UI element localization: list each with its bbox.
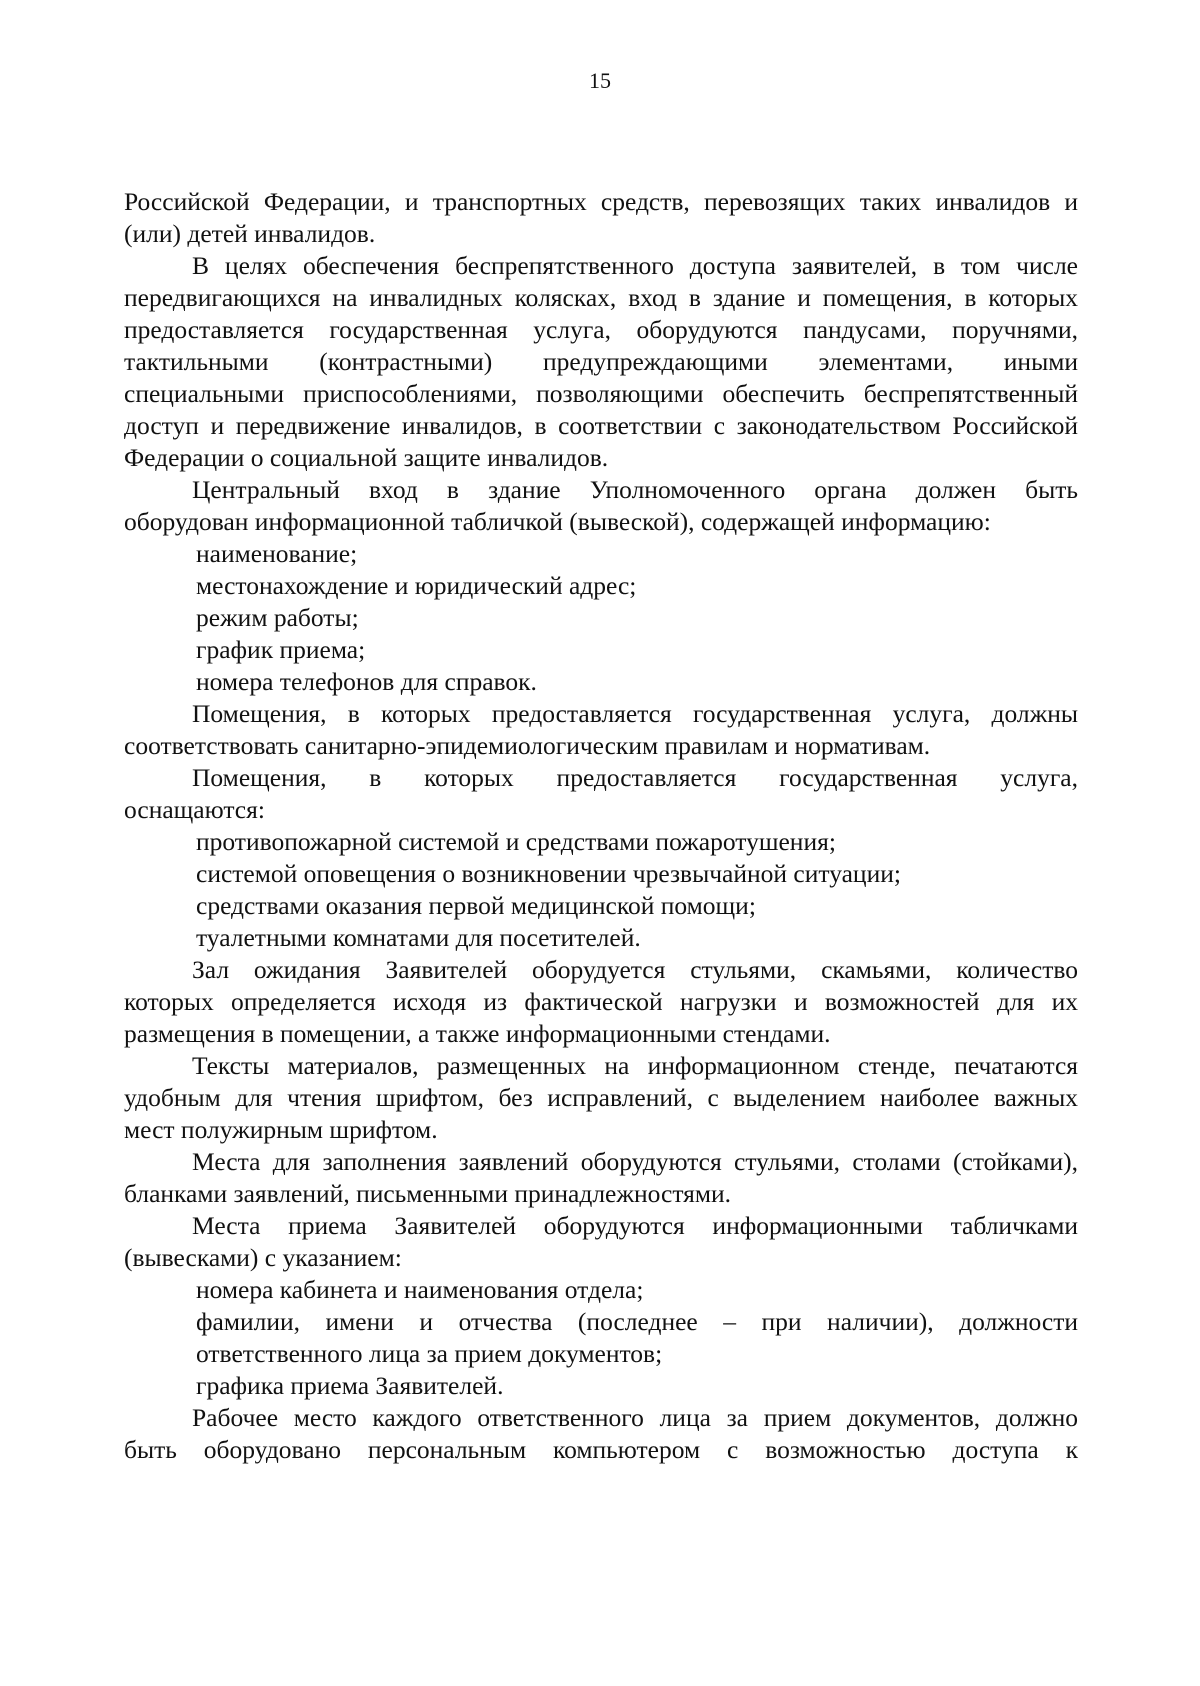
text-line: тактильными (контрастными) предупреждающими элементами, иными xyxy=(124,347,1078,376)
text-line: туалетными комнатами для посетителей. xyxy=(196,923,641,952)
text-line: предоставляется государственная услуга, оборудуются пандусами, поручнями, xyxy=(124,315,1078,344)
text-line: график приема; xyxy=(196,635,366,664)
text-line: удобным для чтения шрифтом, без исправлений, с выделением наиболее важных xyxy=(124,1083,1078,1112)
text-line: быть оборудовано персональным компьютером с возможностью доступа к xyxy=(124,1435,1078,1464)
text-line: В целях обеспечения беспрепятственного доступа заявителей, в том числе xyxy=(192,251,1078,280)
text-line: оснащаются: xyxy=(124,795,265,824)
text-line: Помещения, в которых предоставляется государственная услуга, должны xyxy=(192,699,1078,728)
document-body xyxy=(124,186,1078,1466)
text-line: Места для заполнения заявлений оборудуются стульями, столами (стойками), xyxy=(192,1147,1078,1176)
text-line: специальными приспособлениями, позволяющими обеспечить беспрепятственный xyxy=(124,379,1078,408)
text-line: Рабочее место каждого ответственного лица за прием документов, должно xyxy=(192,1403,1078,1432)
text-line: передвигающихся на инвалидных колясках, вход в здание и помещения, в которых xyxy=(124,283,1078,312)
text-line: наименование; xyxy=(196,539,358,568)
text-line: Российской Федерации, и транспортных средств, перевозящих таких инвалидов и xyxy=(124,187,1078,216)
text-line: Места приема Заявителей оборудуются информационными табличками xyxy=(192,1211,1078,1240)
page-number: 15 xyxy=(589,68,611,93)
text-line: фамилии, имени и отчества (последнее – при наличии), должности xyxy=(196,1307,1078,1336)
text-line: графика приема Заявителей. xyxy=(196,1371,504,1400)
text-line: размещения в помещении, а также информационными стендами. xyxy=(124,1019,831,1048)
text-line: ответственного лица за прием документов; xyxy=(196,1339,663,1368)
text-line: бланками заявлений, письменными принадлежностями. xyxy=(124,1179,732,1208)
text-line: оборудован информационной табличкой (вывеской), содержащей информацию: xyxy=(124,507,991,536)
text-line: соответствовать санитарно-эпидемиологическим правилам и нормативам. xyxy=(124,731,931,760)
text-line: противопожарной системой и средствами пожаротушения; xyxy=(196,827,836,856)
text-line: местонахождение и юридический адрес; xyxy=(196,571,637,600)
text-line: Помещения, в которых предоставляется государственная услуга, xyxy=(192,763,1078,792)
text-line: системой оповещения о возникновении чрезвычайной ситуации; xyxy=(196,859,901,888)
text-line: номера телефонов для справок. xyxy=(196,667,537,696)
text-line: Тексты материалов, размещенных на информационном стенде, печатаются xyxy=(192,1051,1078,1080)
text-line: Центральный вход в здание Уполномоченного органа должен быть xyxy=(192,475,1078,504)
text-line: средствами оказания первой медицинской помощи; xyxy=(196,891,756,920)
text-line: номера кабинета и наименования отдела; xyxy=(196,1275,644,1304)
text-line: которых определяется исходя из фактической нагрузки и возможностей для их xyxy=(124,987,1078,1016)
text-line: Зал ожидания Заявителей оборудуется стульями, скамьями, количество xyxy=(192,955,1078,984)
text-line: режим работы; xyxy=(196,603,359,632)
text-line: Федерации о социальной защите инвалидов. xyxy=(124,443,609,472)
text-line: (или) детей инвалидов. xyxy=(124,219,376,248)
text-line: (вывесками) с указанием: xyxy=(124,1243,402,1272)
text-line: доступ и передвижение инвалидов, в соответствии с законодательством Российской xyxy=(124,411,1078,440)
text-line: мест полужирным шрифтом. xyxy=(124,1115,438,1144)
